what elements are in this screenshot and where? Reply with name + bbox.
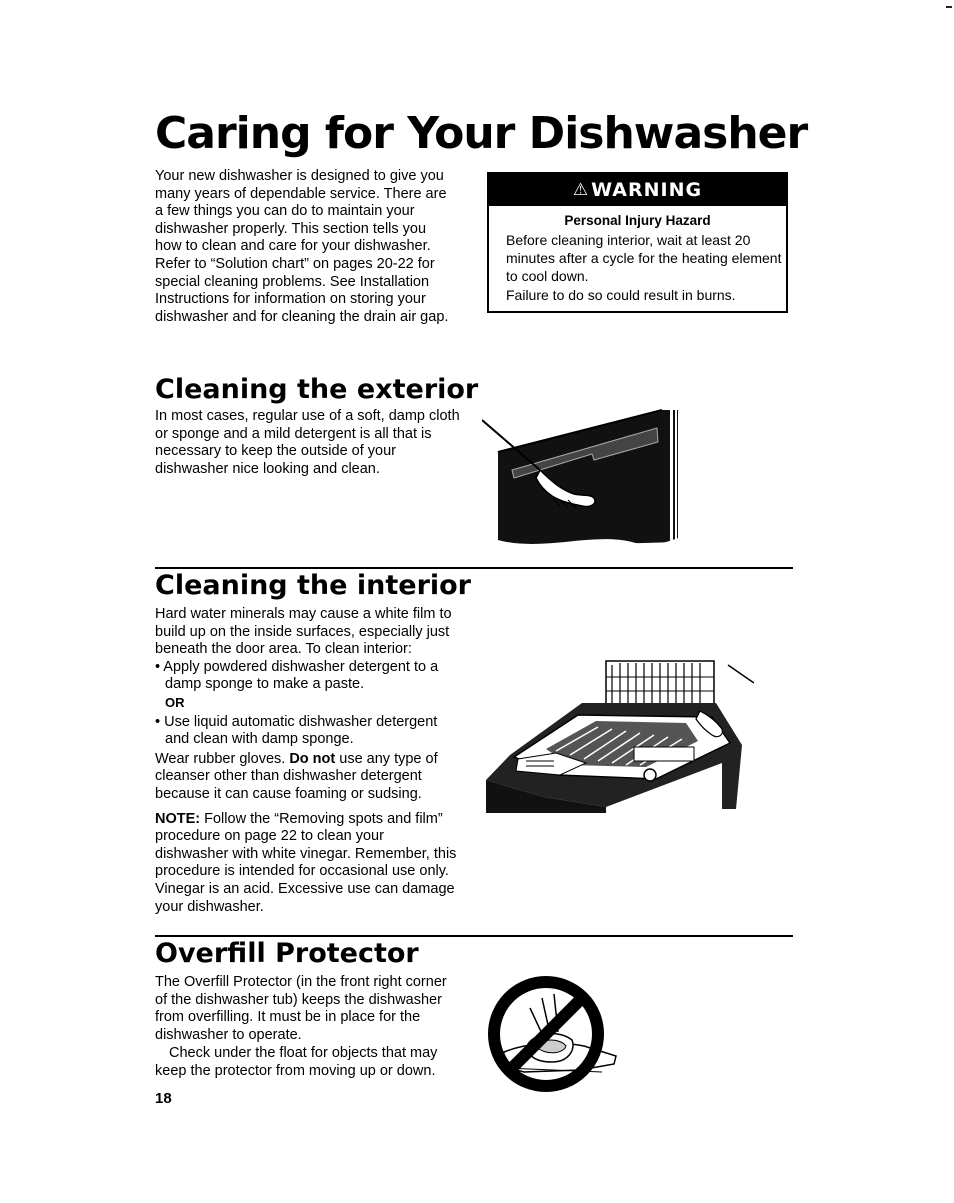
intro-paragraph: Your new dishwasher is designed to give you many years of dependable service. There are a few things you can do to maintain your dishwasher properly. This section tells you how to clean and care for your dishwasher. Refer to “Solution chart” on pages 20-22 for special cleaning problems. See Installation Instructions for information on storing your dishwasher and for cleaning the drain air gap. [155, 168, 449, 325]
interior-or: OR [165, 694, 185, 710]
gloves-text-b: use any type of cleanser other than dishwasher detergent because it can cause foaming or sudsing. [155, 750, 438, 802]
note-label: NOTE: [155, 810, 201, 827]
exterior-paragraph: In most cases, regular use of a soft, damp cloth or sponge and a mild detergent is all that is necessary to keep the outside of your dishwasher nice looking and clean. [155, 408, 460, 477]
warning-text-1: Before cleaning interior, wait at least 20 minutes after a cycle for the heating element to cool down. [506, 232, 782, 284]
page-number: 18 [155, 1090, 172, 1107]
section-divider-interior [155, 567, 793, 569]
interior-heading: Cleaning the interior [155, 570, 471, 601]
overfill-paragraph-1: The Overfill Protector (in the front right corner of the dishwasher tub) keeps the dishwasher from overfilling. It must be in place for the dishwasher to operate. [155, 974, 447, 1043]
overfill-paragraph-2-text: Check under the float for objects that may keep the protector from moving up or down. [155, 1045, 438, 1079]
interior-bullet-liquid: • Use liquid automatic dishwasher detergent and clean with damp sponge. [155, 713, 438, 748]
exterior-heading: Cleaning the exterior [155, 374, 479, 405]
overfill-heading: Overfill Protector [155, 938, 419, 969]
warning-subtitle: Personal Injury Hazard [564, 213, 711, 228]
interior-intro: Hard water minerals may cause a white film to build up on the inside surfaces, especially just beneath the door area. To clean interior: [155, 606, 452, 658]
exterior-cleaning-illustration [482, 402, 687, 554]
interior-bullet-powdered: • Apply powdered dishwasher detergent to a damp sponge to make a paste. [155, 658, 439, 693]
warning-text-2: Failure to do so could result in burns. [506, 287, 736, 304]
no-symbol-illustration [484, 972, 624, 1100]
interior-note-paragraph [155, 811, 460, 917]
gloves-text-a: Wear rubber gloves. [155, 750, 290, 767]
warning-triangle-icon: ⚠ [572, 180, 590, 200]
scan-mark [946, 6, 952, 8]
interior-cleaning-illustration [486, 655, 754, 813]
section-divider-overfill [155, 935, 793, 937]
overfill-column [155, 974, 460, 1044]
page-title: Caring for Your Dishwasher [155, 108, 808, 159]
interior-gloves-paragraph [155, 751, 460, 804]
note-text: Follow the “Removing spots and film” procedure on page 22 to clean your dishwasher with white vinegar. Remember, this procedure is intended for occasional use only. Vinegar is an acid. Excessive use can damage your dishwasher. [155, 810, 457, 915]
warning-header [489, 174, 786, 206]
interior-column [155, 606, 460, 916]
gloves-do-not: Do not [289, 750, 336, 767]
warning-box [487, 172, 788, 313]
warning-label: WARNING [591, 179, 703, 201]
